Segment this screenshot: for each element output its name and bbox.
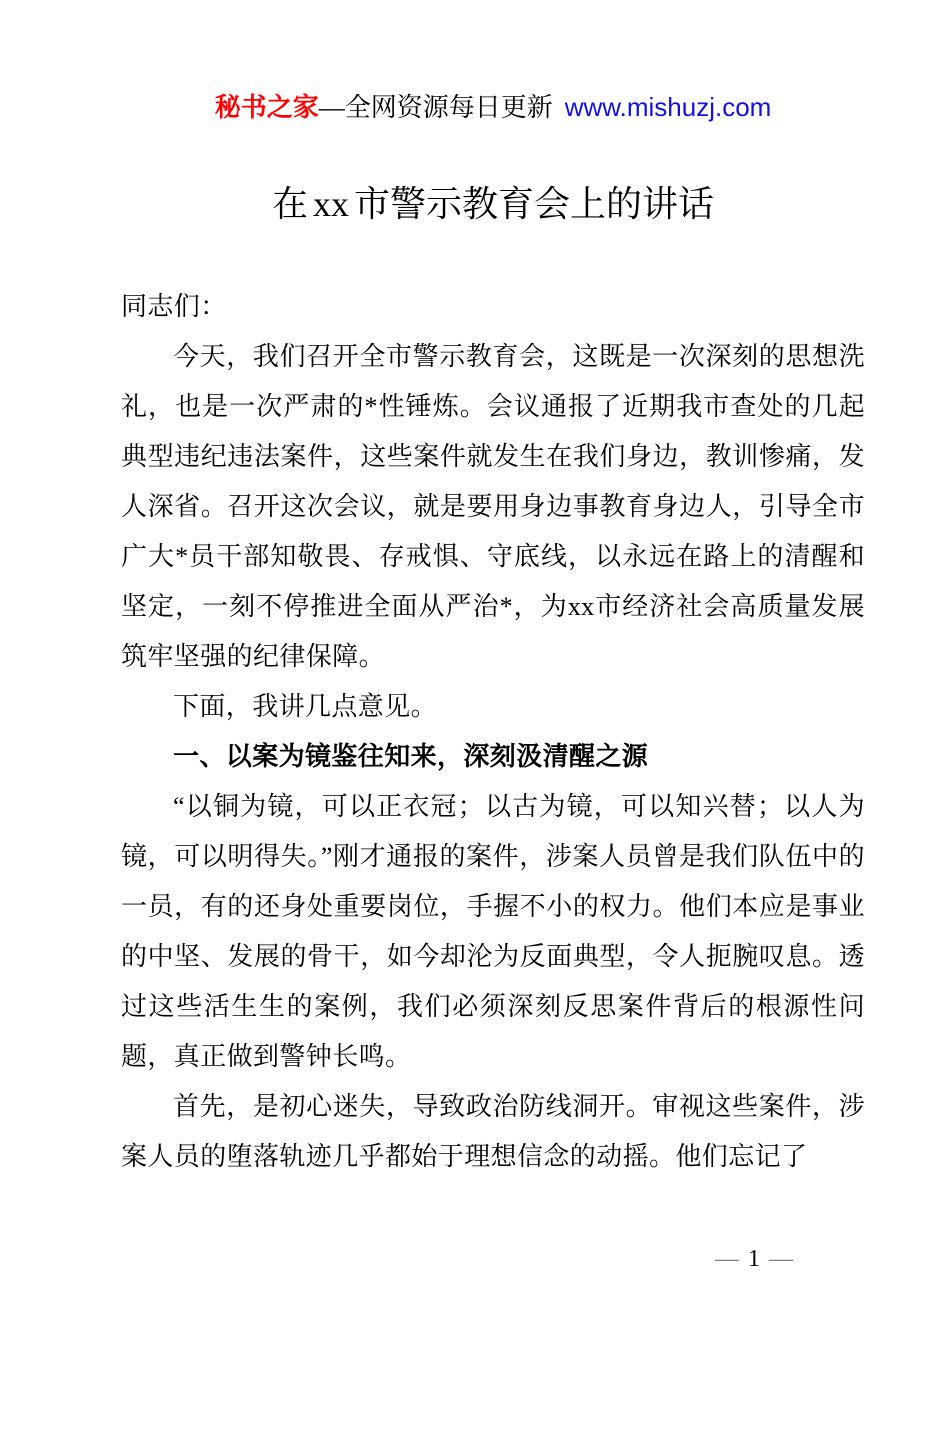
section-heading: 一、以案为镜鉴往知来，深刻汲清醒之源 xyxy=(173,742,649,771)
page-number-dash-right: — xyxy=(769,1246,793,1272)
page-number-value: 1 xyxy=(748,1246,760,1272)
paragraph: “以铜为镜，可以正衣冠；以古为镜，可以知兴替；以人为镜，可以明得失。”刚才通报的案件，涉案人员曾是我们队伍中的一员，有的还身处重要岗位，手握不小的权力。他们本应是事业的中坚、发展的骨干，如今却沦为反面典型，令人扼腕叹息。透过这些活生生的案例，我们必须深刻反思案件背后的根源性问题，真正做到警钟长鸣。 xyxy=(121,792,865,1071)
site-name: 秘书之家 xyxy=(214,93,319,122)
document-title xyxy=(121,182,865,226)
document-title-prefix: 在 xyxy=(271,184,308,224)
document-title-suffix: 市警示教育会上的讲话 xyxy=(354,184,715,224)
site-header xyxy=(121,90,865,125)
paragraph: 今天，我们召开全市警示教育会，这既是一次深刻的思想洗礼，也是一次严肃的*性锤炼。会议通报了近期我市查处的几起典型违纪违法案件，这些案件就发生在我们身边，教训惨痛，发人深省。召开这次会议，就是要用身边事教育身边人，引导全市广大*员干部知敬畏、存戒惧、守底线，以永远在路上的清醒和坚定，一刻不停推进全面从严治*，为xx市经济社会高质量发展筑牢坚强的纪律保障。 xyxy=(121,342,865,671)
page-number-dash-left: — xyxy=(715,1246,739,1272)
site-tagline: —全网资源每日更新 xyxy=(318,93,553,122)
document-title-placeholder: xx xyxy=(313,184,349,224)
document-body xyxy=(121,282,865,1182)
salutation: 同志们： xyxy=(121,292,227,321)
page-number xyxy=(121,1244,865,1274)
paragraph: 首先，是初心迷失，导致政治防线洞开。审视这些案件，涉案人员的堕落轨迹几乎都始于理想信念的动摇。他们忘记了 xyxy=(121,1092,865,1171)
site-url-link[interactable]: www.mishuzj.com xyxy=(564,92,772,122)
document-page xyxy=(0,90,950,1434)
paragraph: 下面，我讲几点意见。 xyxy=(173,692,438,721)
